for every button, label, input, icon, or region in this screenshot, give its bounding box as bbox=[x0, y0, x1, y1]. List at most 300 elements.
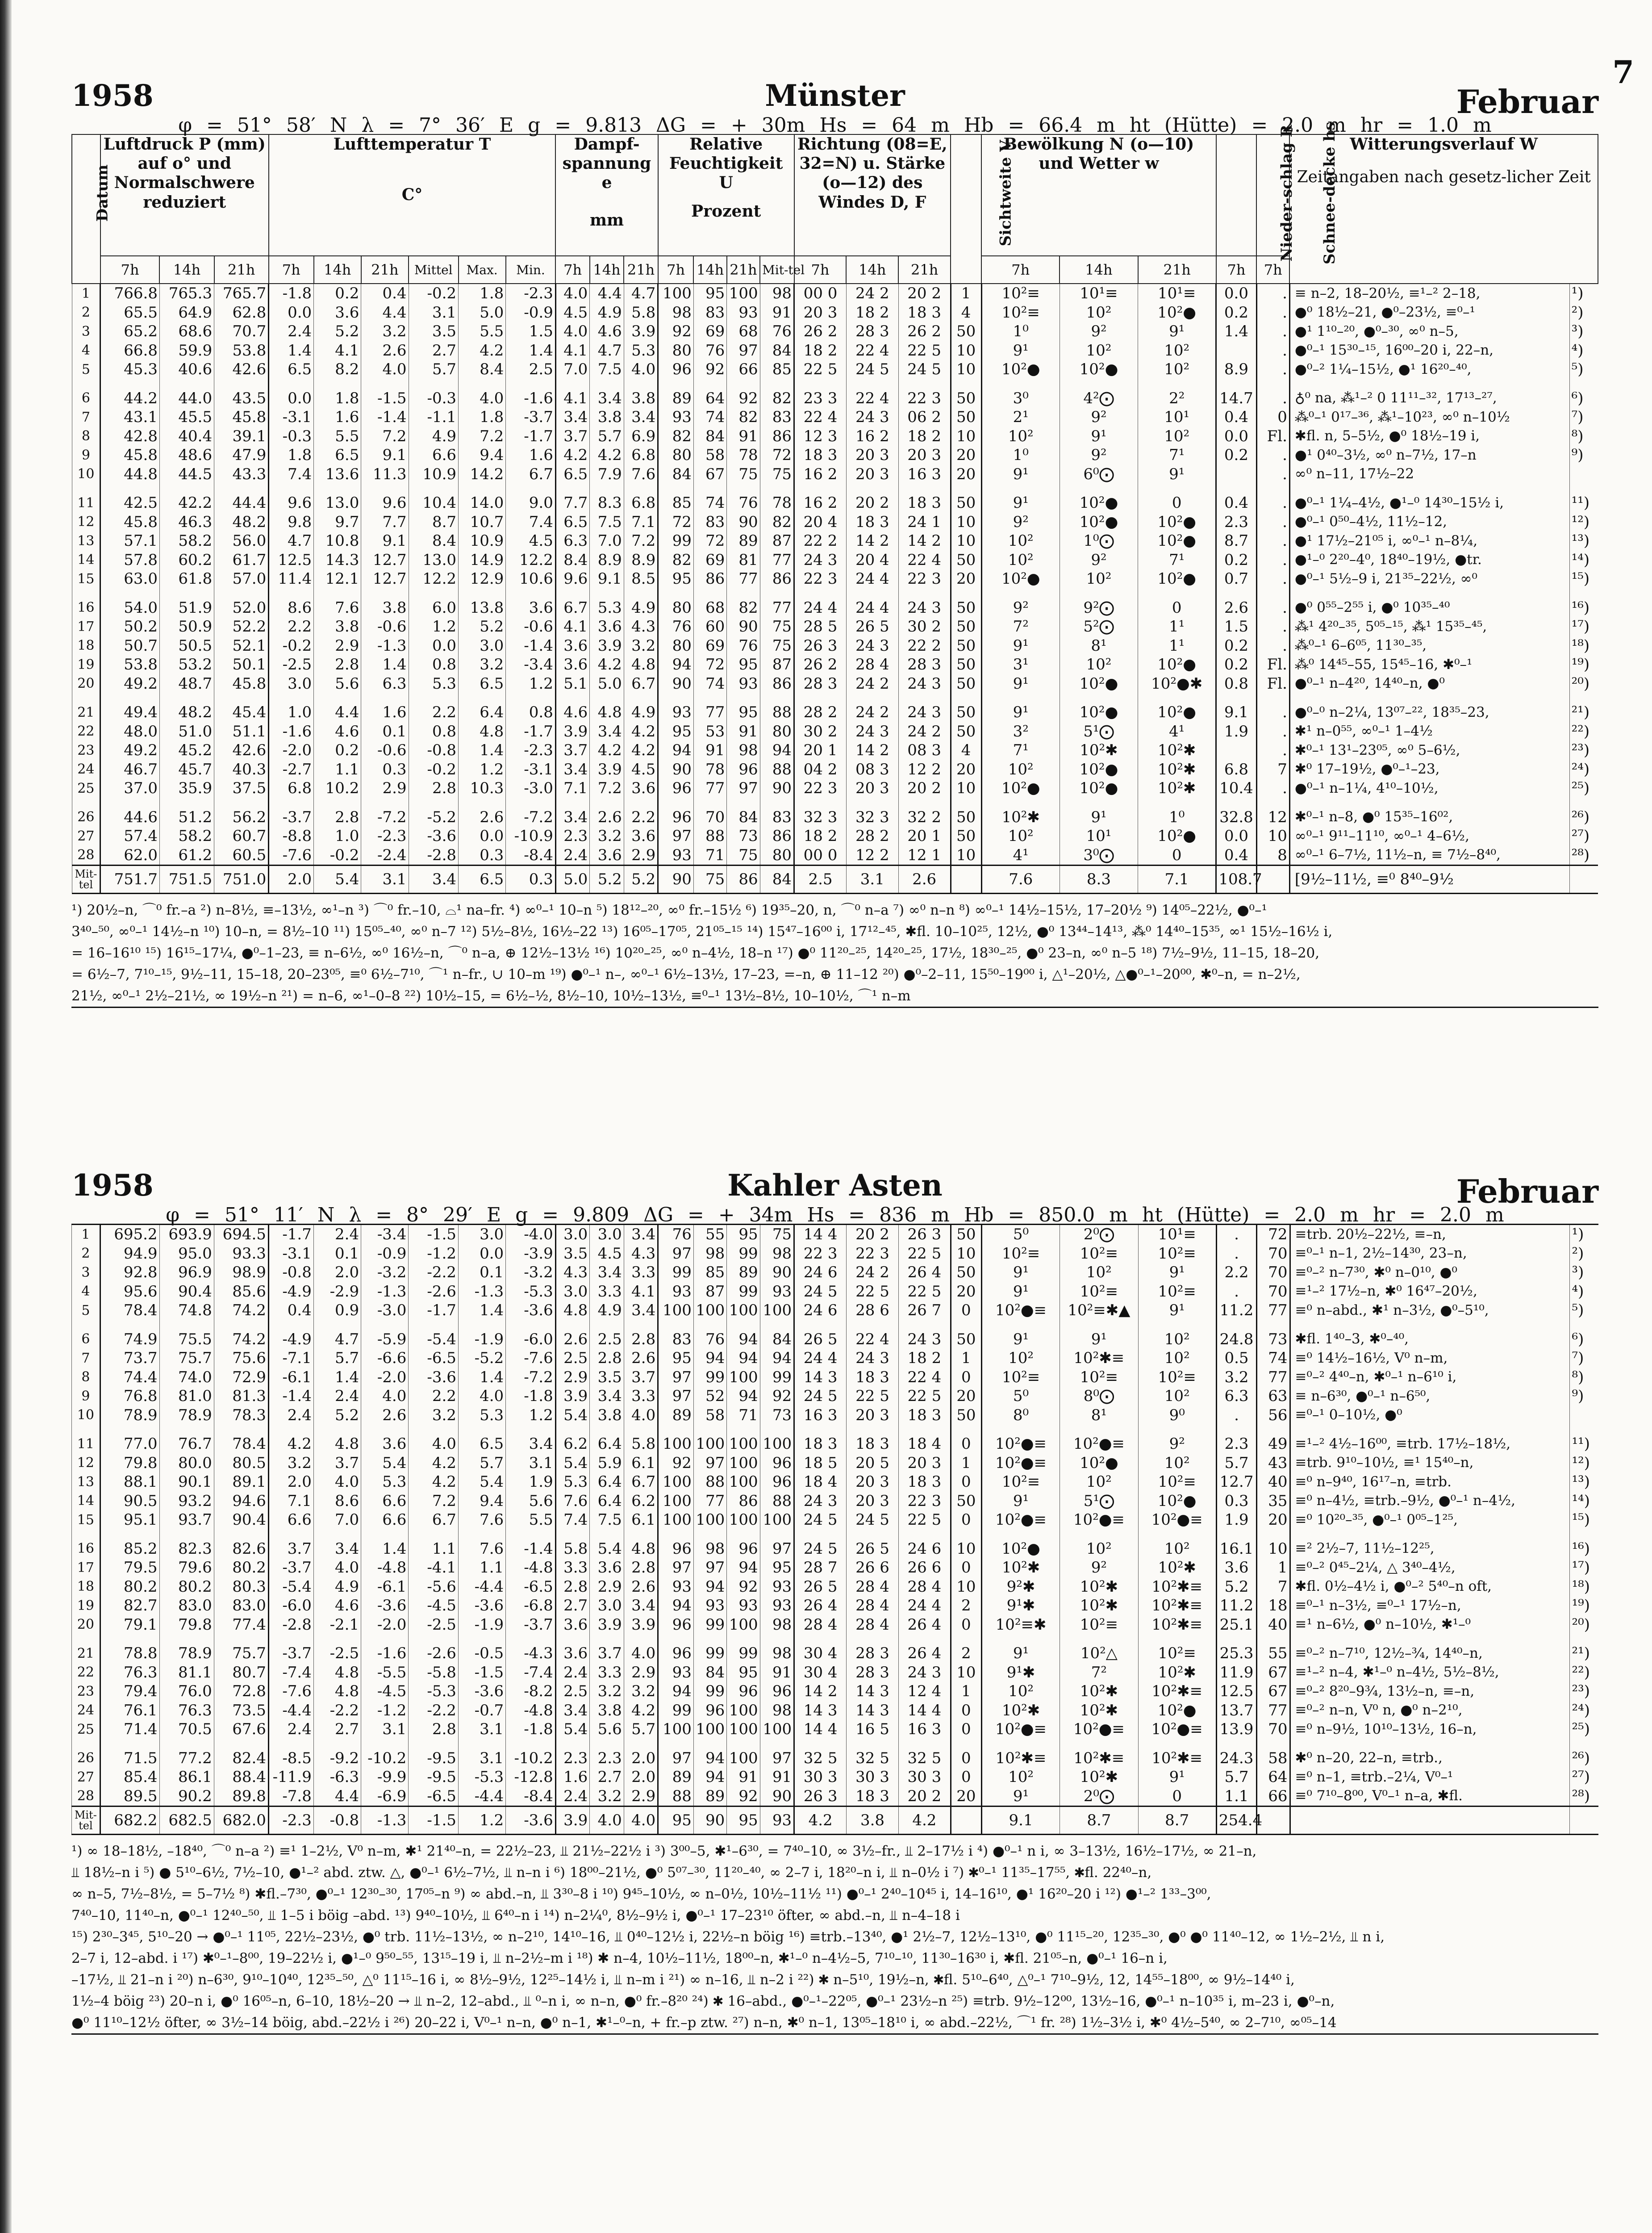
table-cell: 3.2 bbox=[409, 1406, 459, 1425]
table-cell: 10.4 bbox=[1216, 779, 1256, 798]
table-cell: ¹¹) bbox=[1570, 1425, 1598, 1454]
table-cell: 22 4 bbox=[847, 1320, 899, 1349]
table-cell: 22 3 bbox=[794, 569, 847, 589]
table-cell: 5.9 bbox=[590, 1454, 624, 1473]
table-cell: 26 4 bbox=[898, 1615, 951, 1635]
table-cell: 5.3 bbox=[361, 1472, 409, 1492]
table-cell: 3.4 bbox=[555, 760, 589, 779]
table-cell: 10²≡ bbox=[1060, 1615, 1138, 1635]
table-row bbox=[72, 1663, 1599, 1682]
table-cell: 0.4 bbox=[1216, 408, 1256, 427]
footnote-line: ●⁰ 11¹⁰–12½ öfter, ∞ 3½–14 böig, abd.–22½ i ²⁶) 20–22 i, V⁰–¹ n–n, ●⁰ n–1, ✱¹–⁰–n, + fr.–p ztw. ²⁷) n–n, ✱⁰ n–1, 13⁰⁵–18¹⁰ i, ∞ abd.–22½, ⌒¹ fr. ²⁸) 1½–3½ i, ✱⁰ 4½–5⁴⁰, ∞ 2–7¹⁰, ∞⁰⁵–14 bbox=[71, 2015, 1337, 2031]
table-cell: 6.6 bbox=[268, 1510, 313, 1530]
table-cell: ¹⁷) bbox=[1570, 1558, 1598, 1577]
table-cell: 28 4 bbox=[847, 1577, 899, 1597]
table-cell: 3.0 bbox=[555, 1282, 590, 1301]
table-cell: 10 bbox=[951, 1530, 981, 1559]
table-cell: -4.0 bbox=[506, 1225, 556, 1244]
table-cell: 97 bbox=[658, 1387, 694, 1406]
col-wind: Richtung (08=E, 32=N) u. Stärke (o—12) des Windes D, F bbox=[794, 134, 951, 256]
table-cell: 24 5 bbox=[794, 1282, 847, 1301]
table-cell: -1.4 bbox=[506, 636, 556, 656]
table-cell: 0.0 bbox=[409, 636, 459, 656]
table-cell: 4.9 bbox=[590, 303, 624, 322]
table-cell: 10²● bbox=[1138, 569, 1216, 589]
table-cell: Fl. bbox=[1256, 427, 1289, 446]
table-cell: 24.8 bbox=[1216, 1320, 1256, 1349]
table-cell: 10² bbox=[981, 827, 1060, 846]
day-number: 1 bbox=[72, 1225, 100, 1244]
table-cell: -7.6 bbox=[268, 1682, 313, 1701]
table-cell: 22 3 bbox=[898, 569, 951, 589]
weather-course: ≡⁰–² 8²⁰–9¾, 13½–n, ≡–n, bbox=[1290, 1682, 1570, 1701]
footnote-line: 21½, ∞⁰–¹ 2½–21½, ∞ 19½–n ²¹) = n–6, ∞¹–0–8 ²²) 10½–15, = 6½–½, 8½–10, 10½–13½, ≡⁰–¹ 13½–8½, 10–10½, ⌒¹ n–m bbox=[71, 988, 911, 1004]
table-cell: -2.4 bbox=[361, 846, 409, 866]
table-cell: 44.2 bbox=[100, 379, 160, 408]
table-cell: 4.7 bbox=[269, 531, 314, 551]
weather-course: ●⁰–¹ n–4²⁰, 14⁴⁰–n, ●⁰ bbox=[1289, 674, 1569, 694]
table-cell: 3.1 bbox=[361, 1720, 409, 1739]
table-cell: 100 bbox=[760, 1425, 794, 1454]
mean-cell: 3.1 bbox=[846, 866, 898, 894]
table-cell: 83 bbox=[693, 513, 726, 532]
table-cell: -3.7 bbox=[506, 1615, 556, 1635]
table-cell: 78.3 bbox=[214, 1406, 268, 1425]
table-cell: 94 bbox=[658, 741, 694, 760]
table-cell: 100 bbox=[658, 1301, 694, 1320]
mean-cell: 93 bbox=[760, 1806, 794, 1835]
table-cell: 83 bbox=[693, 303, 726, 322]
table-cell: 60.5 bbox=[214, 846, 269, 866]
table-cell: 35.9 bbox=[159, 779, 214, 798]
table-cell: ²⁸) bbox=[1569, 846, 1598, 866]
col-witterungsverlauf: Witterungsverlauf W Zeitangaben nach gesetz-licher Zeit bbox=[1289, 134, 1598, 284]
table-cell: 14 4 bbox=[898, 1701, 951, 1720]
table-cell: 2 bbox=[951, 1634, 981, 1663]
table-cell: 0.0 bbox=[269, 303, 314, 322]
table-cell: 83.0 bbox=[214, 1596, 268, 1615]
table-cell: 40.4 bbox=[159, 427, 214, 446]
table-cell: 20 bbox=[951, 1387, 981, 1406]
mean-cell: 5.4 bbox=[314, 866, 361, 894]
table-cell: 3.6 bbox=[555, 636, 589, 656]
mean-cell bbox=[1569, 866, 1598, 894]
footnote-line: ∞ n–5, 7½–8½, = 5–7½ ⁸) ✱fl.–7³⁰, ●⁰–¹ 12³⁰–³⁰, 17⁰⁵–n ⁹) ∞ abd.–n, ⫫ 3³⁰–8 i ¹⁰) 9⁴⁵–10½, ∞ n–0½, 10½–11½ ¹¹) ●⁰–¹ 2⁴⁰–10⁴⁵ i, 14–16¹⁰, ●¹ 16²⁰–20 i ¹²) ●¹–² 1³³–3⁰⁰, bbox=[71, 1886, 1211, 1903]
table-cell: 91 bbox=[693, 741, 726, 760]
table-cell: 3.4 bbox=[555, 1701, 590, 1720]
table-cell: 9² bbox=[1060, 446, 1138, 465]
table-cell: 10²● bbox=[1060, 693, 1138, 722]
table-cell: 60.2 bbox=[159, 551, 214, 570]
table-cell: -4.4 bbox=[458, 1577, 505, 1597]
table-cell: 77 bbox=[1257, 1368, 1290, 1387]
table-cell: 48.2 bbox=[159, 693, 214, 722]
table-cell: 10²● bbox=[1138, 1492, 1216, 1511]
table-cell: 45.2 bbox=[159, 741, 214, 760]
table-cell: 1.2 bbox=[409, 617, 459, 636]
table-cell: 92.8 bbox=[100, 1263, 159, 1282]
table-cell: 4.2 bbox=[268, 1425, 313, 1454]
table-cell: 24 4 bbox=[846, 589, 898, 618]
table-cell: 10¹≡ bbox=[1138, 1225, 1216, 1244]
table-cell: 30 3 bbox=[898, 1768, 951, 1787]
table-cell: -6.5 bbox=[409, 1787, 459, 1806]
table-cell: -3.6 bbox=[409, 1368, 459, 1387]
table-cell: 97 bbox=[760, 1739, 794, 1768]
table-cell: 2.8 bbox=[314, 798, 361, 827]
table-cell: 4.0 bbox=[361, 360, 409, 379]
day-number: 11 bbox=[72, 484, 100, 513]
table-cell: 77 bbox=[693, 1492, 726, 1511]
table-cell: 14 2 bbox=[846, 741, 898, 760]
table-cell: 16 3 bbox=[898, 465, 951, 484]
table-cell: 2.7 bbox=[409, 341, 459, 360]
day-number: 21 bbox=[72, 693, 100, 722]
table-cell: 78.4 bbox=[214, 1425, 268, 1454]
table-cell: -4.1 bbox=[409, 1558, 459, 1577]
table-cell: 25.3 bbox=[1216, 1634, 1256, 1663]
table-cell: 3.2 bbox=[590, 827, 624, 846]
table-cell: 4 bbox=[951, 303, 981, 322]
table-cell: 3.0 bbox=[555, 1225, 590, 1244]
day-number: 13 bbox=[72, 1472, 100, 1492]
table-cell: 3.8 bbox=[314, 617, 361, 636]
table-cell: 99 bbox=[693, 1368, 726, 1387]
mean-cell: 254.4 bbox=[1216, 1806, 1256, 1835]
table-cell: 80 bbox=[658, 341, 694, 360]
table-cell: 5.4 bbox=[555, 1406, 590, 1425]
table-row bbox=[72, 531, 1598, 551]
table-cell: 12 2 bbox=[898, 760, 951, 779]
table-cell: 97 bbox=[658, 1244, 694, 1263]
table-cell: 74.2 bbox=[214, 1301, 268, 1320]
table-cell: 10²● bbox=[981, 360, 1060, 379]
table-cell: 20 bbox=[951, 569, 981, 589]
table-cell: 7¹ bbox=[1138, 551, 1216, 570]
table-cell: 26 7 bbox=[898, 1301, 951, 1320]
table-cell: . bbox=[1256, 741, 1289, 760]
table-cell: 58.2 bbox=[159, 531, 214, 551]
table-cell: 12.7 bbox=[1216, 1472, 1256, 1492]
table-cell: 3.9 bbox=[590, 1615, 624, 1635]
table-cell: 10²✱ bbox=[1138, 1663, 1216, 1682]
table-cell: 69 bbox=[693, 322, 726, 341]
table-cell: 6.6 bbox=[409, 446, 459, 465]
table-cell: 0 bbox=[1138, 846, 1216, 866]
table-cell: 695.2 bbox=[100, 1225, 159, 1244]
table-cell: 45.8 bbox=[214, 674, 269, 694]
table-cell: 7.6 bbox=[555, 1492, 590, 1511]
table-cell: 84 bbox=[727, 798, 760, 827]
table-cell: 22 3 bbox=[794, 779, 847, 798]
table-cell: ¹⁸) bbox=[1569, 636, 1598, 656]
table-cell: 10²≡ bbox=[1138, 1282, 1216, 1301]
table-cell: 2.9 bbox=[624, 1663, 658, 1682]
table-cell: 14 2 bbox=[846, 531, 898, 551]
weather-course: ⁂¹ 4²⁰–³⁵, 5⁰⁵–¹⁵, ⁂¹ 15³⁵–⁴⁵, bbox=[1289, 617, 1569, 636]
table-cell: 81.0 bbox=[159, 1387, 214, 1406]
table-cell: 2⁰⨀ bbox=[1060, 1787, 1138, 1806]
weather-course: ≡⁰–² n–7³⁰, ✱⁰ n–0¹⁰, ●⁰ bbox=[1290, 1263, 1570, 1282]
footnote-line: ¹) ∞ 18–18½, –18⁴⁰, ⌒⁰ n–a ²) ≡¹ 1–2½, V⁰ n–m, ✱¹ 21⁴⁰–n, = 22½–23, ⫫ 21½–22½ i ³) 3⁰⁰–5, ✱¹–6³⁰, = 7⁴⁰–10, ∞ 3½–fr., ⫫ 2–17½ i ⁴) ●⁰–¹ n i, ∞ 3–13½, 16½–17½, ∞ 21–n, bbox=[71, 1843, 1257, 1859]
table-cell: 85.6 bbox=[214, 1282, 268, 1301]
table-cell: 20 4 bbox=[846, 551, 898, 570]
table-cell: 3.4 bbox=[624, 408, 658, 427]
mean-cell: 5.2 bbox=[590, 866, 624, 894]
mean-cell bbox=[1570, 1806, 1598, 1835]
table-cell: 2.9 bbox=[555, 1368, 590, 1387]
table-row bbox=[72, 617, 1598, 636]
table-cell: 24 6 bbox=[794, 1263, 847, 1282]
table-cell: 95 bbox=[727, 1225, 760, 1244]
table-cell: 12.5 bbox=[269, 551, 314, 570]
table-cell: 10²● bbox=[981, 779, 1060, 798]
table-cell: -1.9 bbox=[458, 1320, 505, 1349]
table-cell: 18 2 bbox=[898, 427, 951, 446]
table-cell: 10²≡ bbox=[981, 284, 1060, 303]
weather-course: ●¹ 0⁴⁰–3½, ∞⁰ n–7½, 17–n bbox=[1289, 446, 1569, 465]
table-cell: 74 bbox=[693, 408, 726, 427]
table-cell: 9¹ bbox=[981, 693, 1060, 722]
day-number: 5 bbox=[72, 1301, 100, 1320]
table-cell: 53 bbox=[693, 722, 726, 741]
table-cell bbox=[1216, 341, 1256, 360]
table-cell: 10.2 bbox=[314, 779, 361, 798]
mean-cell: -0.8 bbox=[313, 1806, 361, 1835]
mean-cell: 751.0 bbox=[214, 866, 269, 894]
table-cell: 1¹ bbox=[1138, 636, 1216, 656]
table-cell: 88.4 bbox=[214, 1768, 268, 1787]
table-cell: 79.8 bbox=[100, 1454, 159, 1473]
table-cell: 96 bbox=[727, 1682, 760, 1701]
table-cell: 1.4 bbox=[458, 1368, 505, 1387]
table-cell: 20 4 bbox=[794, 513, 847, 532]
table-cell: ²⁶) bbox=[1570, 1739, 1598, 1768]
table-cell: -4.9 bbox=[268, 1282, 313, 1301]
table-cell: 12 4 bbox=[898, 1682, 951, 1701]
table-cell: 8¹ bbox=[1060, 636, 1138, 656]
table-cell: 3.0 bbox=[590, 1225, 624, 1244]
table-cell: 37.5 bbox=[214, 779, 269, 798]
table-cell: 68.6 bbox=[159, 322, 214, 341]
table-cell: 5.5 bbox=[459, 322, 506, 341]
table-cell: . bbox=[1256, 465, 1289, 484]
table-cell: -4.8 bbox=[506, 1701, 556, 1720]
table-cell: 75.7 bbox=[159, 1349, 214, 1368]
day-number: 14 bbox=[72, 551, 100, 570]
table-cell: 47.9 bbox=[214, 446, 269, 465]
table-cell: -2.2 bbox=[313, 1701, 361, 1720]
table-cell: 61.2 bbox=[159, 846, 214, 866]
table-cell: 73 bbox=[1257, 1320, 1290, 1349]
table-cell: 75 bbox=[760, 1225, 794, 1244]
table-cell: 89 bbox=[658, 379, 694, 408]
table-cell: 74.9 bbox=[100, 1320, 159, 1349]
day-number: 11 bbox=[72, 1425, 100, 1454]
table-cell: 5.3 bbox=[555, 1472, 590, 1492]
table-cell: -1.3 bbox=[458, 1282, 505, 1301]
table-cell: 9² bbox=[1060, 1558, 1138, 1577]
table-cell: 86 bbox=[760, 674, 794, 694]
table-cell: 7.9 bbox=[590, 465, 624, 484]
table-cell: 5.4 bbox=[555, 1720, 590, 1739]
table-cell: -6.9 bbox=[361, 1787, 409, 1806]
table-cell: 76.1 bbox=[100, 1701, 159, 1720]
col-bewoelkung: Bewölkung N (o—10) und Wetter w bbox=[981, 134, 1216, 256]
table-cell: 95.6 bbox=[100, 1282, 159, 1301]
weather-course: ≡⁰–² 0⁴⁵–2¼, △ 3⁴⁰–4½, bbox=[1290, 1558, 1570, 1577]
day-number: 17 bbox=[72, 1558, 100, 1577]
table-row bbox=[72, 589, 1598, 618]
table-cell: 4.3 bbox=[555, 1263, 590, 1282]
table-cell: 7² bbox=[1060, 1663, 1138, 1682]
table-cell: 70 bbox=[1257, 1282, 1290, 1301]
table-cell: 88 bbox=[693, 1472, 726, 1492]
table-cell: 87 bbox=[693, 1282, 726, 1301]
table-cell: 3.4 bbox=[506, 1425, 556, 1454]
weather-course: ✱⁰ n–20, 22–n, ≡trb., bbox=[1290, 1739, 1570, 1768]
table-cell: 52 bbox=[693, 1387, 726, 1406]
table-cell: 10¹ bbox=[1060, 827, 1138, 846]
table-cell: 4.9 bbox=[409, 427, 459, 446]
table-cell: 64 bbox=[1257, 1768, 1290, 1787]
table-cell: 5.7 bbox=[313, 1349, 361, 1368]
table-cell: 20 3 bbox=[898, 1454, 951, 1473]
mean-cell: 9.1 bbox=[981, 1806, 1060, 1835]
table-cell: ¹⁵) bbox=[1570, 1510, 1598, 1530]
table-cell: 93 bbox=[760, 1577, 794, 1597]
weather-course: ≡ n–2, 18–20½, ≡¹–² 2–18, bbox=[1289, 284, 1569, 303]
table-cell: 77 bbox=[1257, 1701, 1290, 1720]
table-cell: -2.5 bbox=[313, 1634, 361, 1663]
table-cell: 3.4 bbox=[590, 379, 624, 408]
year: 1958 bbox=[71, 78, 154, 113]
table-cell: 81.1 bbox=[159, 1663, 214, 1682]
table-cell: 98 bbox=[693, 1244, 726, 1263]
table-cell: . bbox=[1256, 551, 1289, 570]
table-cell: 72 bbox=[693, 531, 726, 551]
footnote-line: 1½–4 böig ²³) 20–n i, ●⁰ 16⁰⁵–n, 6–10, 18½–20 → ⫫ n–2, 12–abd., ⫫ ⁰–n i, ∞ n–n, ●⁰ fr.–8²⁰ ²⁴) ✱ 16–abd., ●⁰–¹–22⁰⁵, ●⁰–¹ 23½–n ²⁵) ≡trb. 9½–12⁰⁰, 13½–16, ●⁰–¹ n–10³⁵ i, m–23 i, ●⁰–n, bbox=[71, 1993, 1335, 2010]
table-cell: 9¹ bbox=[981, 465, 1060, 484]
weather-course: ●⁰–¹ 1¼–4½, ●¹–⁰ 14³⁰–15½ i, bbox=[1289, 484, 1569, 513]
table-cell: ³) bbox=[1570, 1263, 1598, 1282]
table-cell: 6.5 bbox=[269, 360, 314, 379]
table-cell: 2.5 bbox=[555, 1349, 590, 1368]
weather-course: ≡⁰–² n–n, V⁰ n, ●⁰ n–2¹⁰, bbox=[1290, 1701, 1570, 1720]
table-cell: 3.7 bbox=[555, 427, 589, 446]
table-cell: -7.4 bbox=[268, 1663, 313, 1682]
table-cell: 16 3 bbox=[794, 1406, 847, 1425]
table-cell: 87 bbox=[760, 531, 794, 551]
table-cell: 7.2 bbox=[459, 427, 506, 446]
table-cell: -3.6 bbox=[361, 1596, 409, 1615]
table-cell: 9¹ bbox=[1060, 427, 1138, 446]
table-cell: -2.9 bbox=[313, 1282, 361, 1301]
table-cell: 00 0 bbox=[794, 846, 847, 866]
table-cell: 76.3 bbox=[159, 1701, 214, 1720]
table-cell: 32 3 bbox=[846, 798, 898, 827]
table-cell: 96 bbox=[760, 1472, 794, 1492]
table-cell bbox=[1216, 465, 1256, 484]
table-cell: 2.0 bbox=[268, 1472, 313, 1492]
weather-course: ✱⁰–¹ n–8, ●⁰ 15³⁵–16⁰², bbox=[1289, 798, 1569, 827]
table-cell: 24 5 bbox=[846, 360, 898, 379]
table-cell: 24 4 bbox=[898, 1596, 951, 1615]
table-cell: 3.4 bbox=[555, 798, 589, 827]
table-cell: 3.1 bbox=[458, 1720, 505, 1739]
table-cell: 2.4 bbox=[313, 1387, 361, 1406]
table-cell: ⁸) bbox=[1569, 427, 1598, 446]
table-cell: 10² bbox=[1060, 303, 1138, 322]
mean-label: Mit-tel bbox=[72, 866, 100, 894]
table-cell: 100 bbox=[760, 1720, 794, 1739]
table-row bbox=[72, 655, 1598, 674]
table-cell: -3.1 bbox=[506, 760, 556, 779]
table-cell: 6⁰⨀ bbox=[1060, 465, 1138, 484]
mean-cell: 4.2 bbox=[794, 1806, 847, 1835]
table-cell: 10² bbox=[1138, 360, 1216, 379]
table-cell: 13.0 bbox=[409, 551, 459, 570]
mean-cell: 3.9 bbox=[555, 1806, 590, 1835]
table-cell: 20 3 bbox=[898, 446, 951, 465]
table-cell: 0.1 bbox=[313, 1244, 361, 1263]
col-sichtweite: Sichtweite V bbox=[951, 134, 981, 284]
table-cell: ²⁵) bbox=[1570, 1720, 1598, 1739]
table-cell: -2.6 bbox=[409, 1282, 459, 1301]
table-cell: 54.0 bbox=[100, 589, 160, 618]
table-cell: 10²●≡ bbox=[981, 1720, 1060, 1739]
day-number: 25 bbox=[72, 779, 100, 798]
table-cell: 6.6 bbox=[361, 1492, 409, 1511]
footnote-line: 7⁴⁰–10, 11⁴⁰–n, ●⁰–¹ 12⁴⁰–⁵⁰, ⫫ 1–5 i böig –abd. ¹³) 9⁴⁰–10½, ⫫ 6⁴⁰–n i ¹⁴) n–2¼⁰, 8½–9½ i, ●⁰–¹ 17–23¹⁰ öfter, ∞ abd.–n, ⫫ n–4–18 i bbox=[71, 1907, 960, 1924]
table-cell: 70 bbox=[1257, 1244, 1290, 1263]
mean-cell: 4.0 bbox=[590, 1806, 624, 1835]
table-cell: -6.0 bbox=[506, 1320, 556, 1349]
table-cell: 2.6 bbox=[624, 1577, 658, 1597]
table-cell: . bbox=[1256, 589, 1289, 618]
table-cell: 4.2 bbox=[409, 1454, 459, 1473]
table-cell: 78.4 bbox=[100, 1301, 159, 1320]
table-cell: 93 bbox=[760, 1596, 794, 1615]
table-cell: 76 bbox=[658, 617, 694, 636]
table-cell: -0.6 bbox=[361, 617, 409, 636]
table-cell: 0.8 bbox=[409, 655, 459, 674]
table-cell: ⁶) bbox=[1569, 379, 1598, 408]
table-cell: . bbox=[1256, 341, 1289, 360]
table-cell: 10² bbox=[981, 1682, 1060, 1701]
table-row bbox=[72, 446, 1598, 465]
table-cell: 12 bbox=[1256, 798, 1289, 827]
table-cell: 0.2 bbox=[1216, 636, 1256, 656]
weather-course: ≡⁰ 10²⁰–³⁵, ●⁰–¹ 0⁰⁵–1²⁵, bbox=[1290, 1510, 1570, 1530]
table-cell: 6.4 bbox=[590, 1425, 624, 1454]
table-cell: 28 2 bbox=[794, 693, 847, 722]
table-cell: 100 bbox=[727, 1472, 760, 1492]
table-cell: 10² bbox=[981, 551, 1060, 570]
table-cell: 57.8 bbox=[100, 551, 160, 570]
table-cell: 10²✱ bbox=[1060, 1596, 1138, 1615]
table-cell: 88 bbox=[693, 827, 726, 846]
table-cell: 4.7 bbox=[590, 341, 624, 360]
table-cell: 9²✱ bbox=[981, 1577, 1060, 1597]
table-cell: 98 bbox=[760, 1701, 794, 1720]
table-cell: -5.3 bbox=[458, 1768, 505, 1787]
table-cell: -7.1 bbox=[268, 1349, 313, 1368]
table-cell: 10²≡ bbox=[1138, 1472, 1216, 1492]
table-cell: 1⁰⨀ bbox=[1060, 531, 1138, 551]
table-cell: ²¹) bbox=[1570, 1634, 1598, 1663]
table-cell: 2 bbox=[951, 1596, 981, 1615]
